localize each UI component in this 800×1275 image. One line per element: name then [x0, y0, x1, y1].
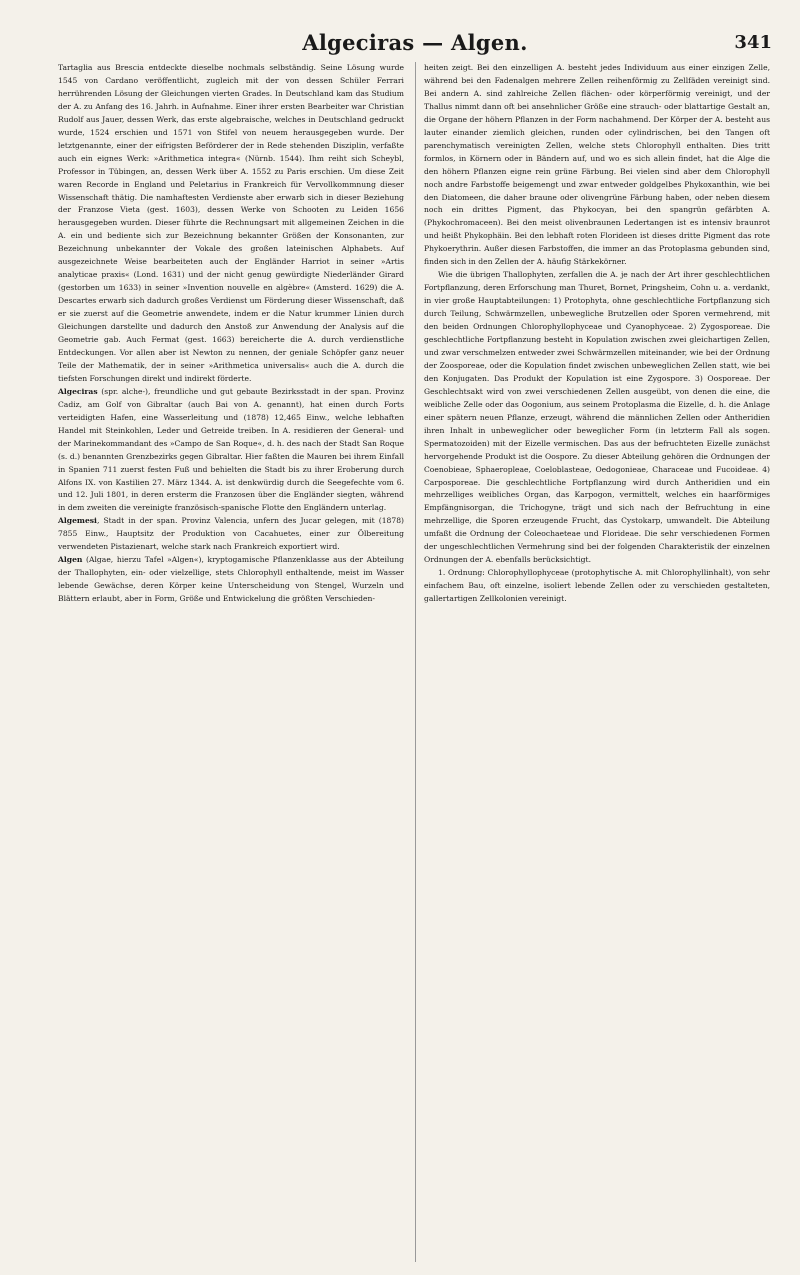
entry-algemesi	[58, 515, 404, 554]
entry-algen-body: (Algae, hierzu Tafel »Algen«), kryptogamische Pflanzenklasse aus der Abteilung der Thallophyten, ein- oder vielzellige, stets Chlorophyll enthaltende, meist im Wasser lebende Gewächse, deren Körper keine Unterscheidung von Stengel, Wurzeln und Blättern erlaubt, aber in Form, Größe und Entwickelung die größten Verschieden-	[58, 555, 404, 604]
entry-algeciras-body: , freundliche und gut gebaute Bezirksstadt in der span. Provinz Cadiz, am Golf von Gibraltar (auch Bai von A. genannt), hat einen durch Forts verteidigten Hafen, eine Wasserleitung und (1878) 12,465 Einw., welche lebhaften Handel mit Steinkohlen, Leder und Getreide treiben. In A. residieren der General- und der Marinekommandant des »Campo de San Roque«, d. h. des nach der Stadt San Roque (s. d.) benannten Grenzbezirks gegen Gibraltar. Hier faßten die Mauren bei ihrem Einfall in Spanien 711 zuerst festen Fuß und behielten die Stadt bis zu ihrer Eroberung durch Alfons IX. von Kastilien 27. März 1344. A. ist denkwürdig durch die Seegefechte vom 6. und 12. Juli 1801, in deren ersterm die Franzosen über die Engländer siegten, während in dem zweiten die vereinigte französisch-spanische Flotte den Engländern unterlag.	[58, 386, 404, 513]
headword-algen: Algen	[58, 555, 83, 565]
entry-algeciras	[58, 386, 404, 516]
running-title: Algeciras — Algen.	[302, 30, 528, 55]
algen-continuation-paragraph: heiten zeigt. Bei den einzelligen A. besteht jedes Individuum aus einer einzigen Zelle, während bei den Fadenalgen mehrere Zellen reihenförmig zu Zellfäden vereinigt sind. Bei andern A. sind zahlreiche Zellen flächen- oder körperförmig vereinigt, und der Thallus nimmt dann oft bei ansehnlicher Größe eine strauch- oder blattartige Gestalt an, die Organe der höhern Pflanzen in der Form nachahmend. Der Körper der A. besteht aus lauter einander ziemlich gleichen, runden oder cylindrischen, bei den Tangen oft parenchymatisch vereinigten Zellen, welche stets Chlorophyll enthalten. Dies tritt formlos, in Körnern oder in Bändern auf, und wo es sich allein findet, hat die Alge die den höhern Pflanzen eigne rein grüne Färbung. Bei vielen sind aber dem Chlorophyll noch andre Farbstoffe beigemengt und zwar entweder goldgelbes Phykoxanthin, wie bei den Diatomeen, die daher braune oder olivengrüne Färbung haben, oder neben diesem noch ein drittes Pigment, das Phykocyan, bei den spangrün gefärbten A. (Phykochromaceen). Bei den meist olivenbraunen Ledertangen ist es intensiv braunrot und heißt Phykophäin. Bei den lebhaft roten Florideen ist dieses dritte Pigment das rote Phykoerythrin. Außer diesen Farbstoffen, die immer an das Protoplasma gebunden sind, finden sich in den Zellen der A. häufig Stärkekörner.	[424, 63, 770, 267]
algen-order-1-paragraph: 1. Ordnung: Chlorophyllophyceae (protophytische A. mit Chlorophyllinhalt), von sehr einfachem Bau, oft einzelne, isoliert lebende Zellen oder zu verschieden gestalteten, gallertartigen Zellkolonien vereinigt.	[424, 568, 770, 604]
algebra-continuation-paragraph: Tartaglia aus Brescia entdeckte dieselbe nochmals selbständig. Seine Lösung wurde 1545 von Cardano veröffentlicht, zugleich mit der von dessen Schüler Ferrari herrührenden Lösung der Gleichungen vierten Grades. In Deutschland kam das Studium der A. zu Anfang des 16. Jahrh. in Aufnahme. Einer ihrer ersten Bearbeiter war Christian Rudolf aus Jauer, dessen Werk, das erste algebraische, welches in Deutschland gedruckt wurde, 1524 erschien und 1571 von Stifel von neuem herausgegeben wurde. Der letztgenannte, einer der eifrigsten Beförderer der in Rede stehenden Disziplin, verfaßte auch ein eignes Werk: »Arithmetica integra« (Nürnb. 1544). Ihm reiht sich Scheybl, Professor in Tübingen, an, dessen Werk über A. 1552 zu Paris erschien. Um diese Zeit waren Recorde in England und Peletarius in Frankreich für Vervollkommnung dieser Wissenschaft thätig. Die namhaftesten Verdienste aber erwarb sich in dieser Beziehung der Franzose Vieta (gest. 1603), dessen Werke von Schooten zu Leiden 1656 herausgegeben wurden. Dieser führte die Rechnungsart mit allgemeinen Zeichen in die A. ein und bediente sich zur Bezeichnung bekannter Größen der Konsonanten, zur Bezeichnung unbekannter der Vokale des großen lateinischen Alphabets. Auf ausgezeichnete Weise bearbeiteten auch der Engländer Harriot in seiner »Artis analyticae praxis« (Lond. 1631) und der nicht genug gewürdigte Niederländer Girard (gestorben um 1633) in seiner »Invention nouvelle en algèbre« (Amsterd. 1629) die A. Descartes erwarb sich dadurch großes Verdienst um Förderung dieser Wissenschaft, daß er sie zuerst auf die Geometrie anwendete, indem er die Natur krummer Linien durch Gleichungen darstellte und dadurch den Anstoß zur Anwendung der Analysis auf die Geometrie gab. Auch Fermat (gest. 1663) bereicherte die A. durch verdienstliche Entdeckungen. Vor allen aber ist Newton zu nennen, der geniale Schöpfer ganz neuer Teile der Mathematik, der in seiner »Arithmetica universalis« auch die A. durch die tiefsten Forschungen direkt und indirekt förderte.	[58, 63, 404, 383]
entry-algemesi-body: , Stadt in der span. Provinz Valencia, unfern des Jucar gelegen, mit (1878) 7855 Einw., Hauptsitz der Produktion von Cacahuetes, einer zur Ölbereitung verwendeten Pistazienart, welche stark nach Frankreich exportiert wird.	[58, 516, 404, 552]
algen-classification-paragraph: Wie die übrigen Thallophyten, zerfallen die A. je nach der Art ihrer geschlechtlichen Fortpflanzung, deren Erforschung man Thuret, Bornet, Pringsheim, Cohn u. a. verdankt, in vier große Hauptabteilungen: 1) Protophyta, ohne geschlechtliche Fortpflanzung sich durch Teilung, Schwärmzellen, unbewegliche Brutzellen oder Sporen vermehrend, mit den beiden Ordnungen Chlorophyllophyceae und Cyanophyceae. 2) Zygosporeae. Die geschlechtliche Fortpflanzung besteht in Kopulation zwischen zwei gleichartigen Zellen, und zwar verschmelzen entweder zwei Schwärmzellen miteinander, wie bei der Ordnung der Zoosporeae, oder die Kopulation findet zwischen unbeweglichen Zellen statt, wie bei den Konjugaten. Das Produkt der Kopulation ist eine Zygospore. 3) Oosporeae. Der Geschlechtsakt wird von zwei verschiedenen Zellen ausgeübt, von denen die eine, die weibliche Zelle oder das Oogonium, aus seinem Protoplasma die Eizelle, d. h. die Anlage einer spätern neuen Pflanze, erzeugt, während die männlichen Zellen oder Antheridien ihren Inhalt in unbeweglicher oder beweglicher Form (in letzterm Fall als sogen. Spermatozoiden) mit der Eizelle vermischen. Das aus der befruchteten Eizelle zunächst hervorgehende Produkt ist die Oospore. Zu dieser Abteilung gehören die Ordnungen der Coenobieae, Sphaeropleae, Coeloblasteae, Oedogonieae, Characeae und Fucoideae. 4) Carposporeae. Die geschlechtliche Fortpflanzung wird durch Antheridien und ein mehrzelliges weibliches Organ, das Karpogon, vermittelt, welches ein haarförmiges Empfängnisorgan, die Trichogyne, trägt und sich nach der Befruchtung in eine mehrzellige, die Sporen erzeugende Frucht, das Cystokarp, umwandelt. Die Abteilung umfaßt die Ordnung der Coleochaeteae und Florideae. Die sehr verschiedenen Formen der ungeschlechtlichen Vermehrung sind bei der folgenden Charakteristik der einzelnen Ordnungen der A. ebenfalls berücksichtigt.	[424, 270, 770, 565]
right-column	[424, 62, 770, 1267]
text-columns	[58, 62, 770, 1267]
headword-algemesi: Algemesi	[58, 516, 97, 526]
pronunciation-algeciras: (spr. alche-)	[97, 386, 149, 396]
left-column	[58, 62, 404, 1267]
page-header	[58, 30, 772, 58]
page-number: 341	[734, 32, 772, 53]
entry-algen	[58, 554, 404, 606]
headword-algeciras: Algeciras	[58, 386, 98, 396]
